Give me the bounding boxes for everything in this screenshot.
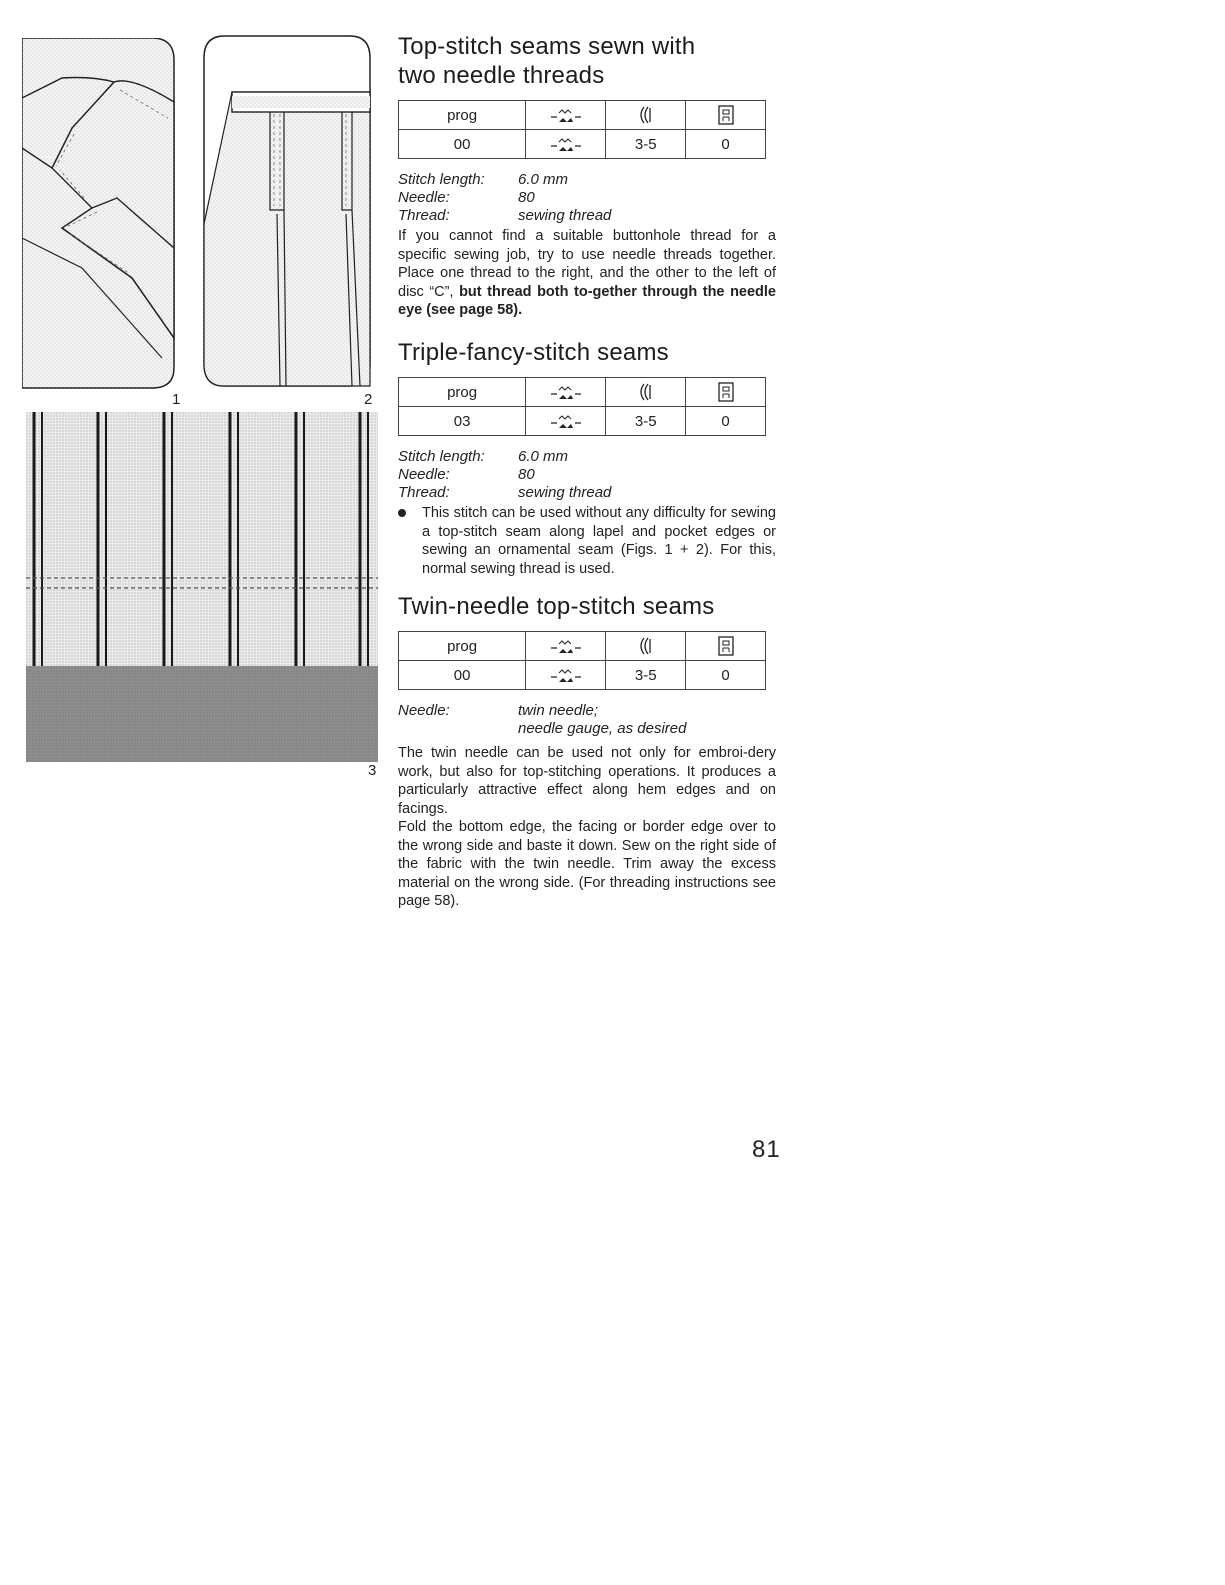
presser-foot-icon (686, 632, 766, 661)
bullet-text: This stitch can be used without any difficulty for sewing a top-stitch seam along lapel and pocket edges or sewing an ornamental seam (Figs. 1 + 2). For this, normal sewing thread is used. (422, 505, 776, 577)
spec-stitch-length: Stitch length: 6.0 mm (398, 171, 569, 188)
spec-needle: Needle: twin needle; (398, 702, 599, 719)
stitch-pattern-icon (526, 661, 606, 690)
tension-dial-icon (606, 101, 686, 130)
spec-thread: Thread: sewing thread (398, 484, 612, 501)
figure-1-number: 1 (172, 391, 181, 408)
settings-value-row (399, 130, 766, 159)
page-number: 81 (752, 1136, 781, 1163)
body-paragraph: If you cannot find a suitable buttonhole thread for a specific sewing job, try to use needle threads together. Place one thread to the right, and the other to the left of disc “C”, but thread both to-gether through the needle eye (see page 58). (398, 228, 777, 318)
presser-foot-icon (686, 378, 766, 407)
bold-instruction: but thread both to-gether through the needle eye (see page 58). (398, 283, 777, 318)
figure-1-lapel (22, 38, 182, 390)
prog-label: prog (399, 632, 526, 661)
figure-2-number: 2 (364, 391, 373, 408)
settings-table (398, 100, 766, 159)
spec-needle-gauge: needle gauge, as desired (518, 720, 687, 737)
settings-header-row (399, 632, 766, 661)
title-line-1: Top-stitch seams sewn with (398, 33, 696, 60)
bullet-icon (398, 504, 422, 578)
presser-foot-value: 0 (686, 661, 766, 690)
settings-value-row (399, 661, 766, 690)
section-title: Twin-needle top-stitch seams (398, 593, 715, 620)
tension-dial-icon (606, 632, 686, 661)
spec-thread: Thread: sewing thread (398, 207, 612, 224)
stitch-pattern-icon (526, 632, 606, 661)
figure-2-trousers (202, 34, 372, 390)
tension-value: 3-5 (606, 130, 686, 159)
settings-value-row (399, 407, 766, 436)
section-triple-fancy-stitch (398, 338, 776, 578)
bullet-item (398, 504, 776, 578)
prog-label: prog (399, 378, 526, 407)
spec-needle: Needle: 80 (398, 189, 535, 206)
spec-stitch-length: Stitch length: 6.0 mm (398, 448, 569, 465)
presser-foot-value: 0 (686, 130, 766, 159)
settings-table (398, 631, 766, 690)
tension-value: 3-5 (606, 661, 686, 690)
settings-table (398, 377, 766, 436)
spec-list (398, 171, 776, 225)
stitch-pattern-icon (526, 101, 606, 130)
figure-3-fabric-stripes (26, 412, 378, 764)
tension-value: 3-5 (606, 407, 686, 436)
spec-list (398, 448, 776, 502)
tension-dial-icon (606, 378, 686, 407)
prog-value: 00 (399, 130, 526, 159)
section-twin-needle (398, 592, 776, 911)
section-title (398, 32, 776, 90)
title-line-2: two needle threads (398, 62, 605, 89)
spec-needle: Needle: 80 (398, 466, 535, 483)
settings-header-row (399, 101, 766, 130)
prog-value: 00 (399, 661, 526, 690)
settings-header-row (399, 378, 766, 407)
section-two-needle-threads (398, 32, 776, 320)
stitch-pattern-icon (526, 130, 606, 159)
spec-list (398, 702, 776, 738)
body-paragraph-1: The twin needle can be used not only for embroi-dery work, but also for top-stitching operations. It produces a particularly attractive effect along hem edges and on facings. (398, 745, 776, 817)
figure-3-number: 3 (368, 762, 377, 779)
stitch-pattern-icon (526, 378, 606, 407)
stitch-pattern-icon (526, 407, 606, 436)
presser-foot-value: 0 (686, 407, 766, 436)
presser-foot-icon (686, 101, 766, 130)
section-title: Triple-fancy-stitch seams (398, 339, 669, 366)
prog-label: prog (399, 101, 526, 130)
prog-value: 03 (399, 407, 526, 436)
body-paragraph-2: Fold the bottom edge, the facing or border edge over to the wrong side and baste it down. Sew on the right side of the fabric with the twin needle. Trim away the excess material on the wrong side. (For threading instructions see page 58). (398, 819, 776, 909)
